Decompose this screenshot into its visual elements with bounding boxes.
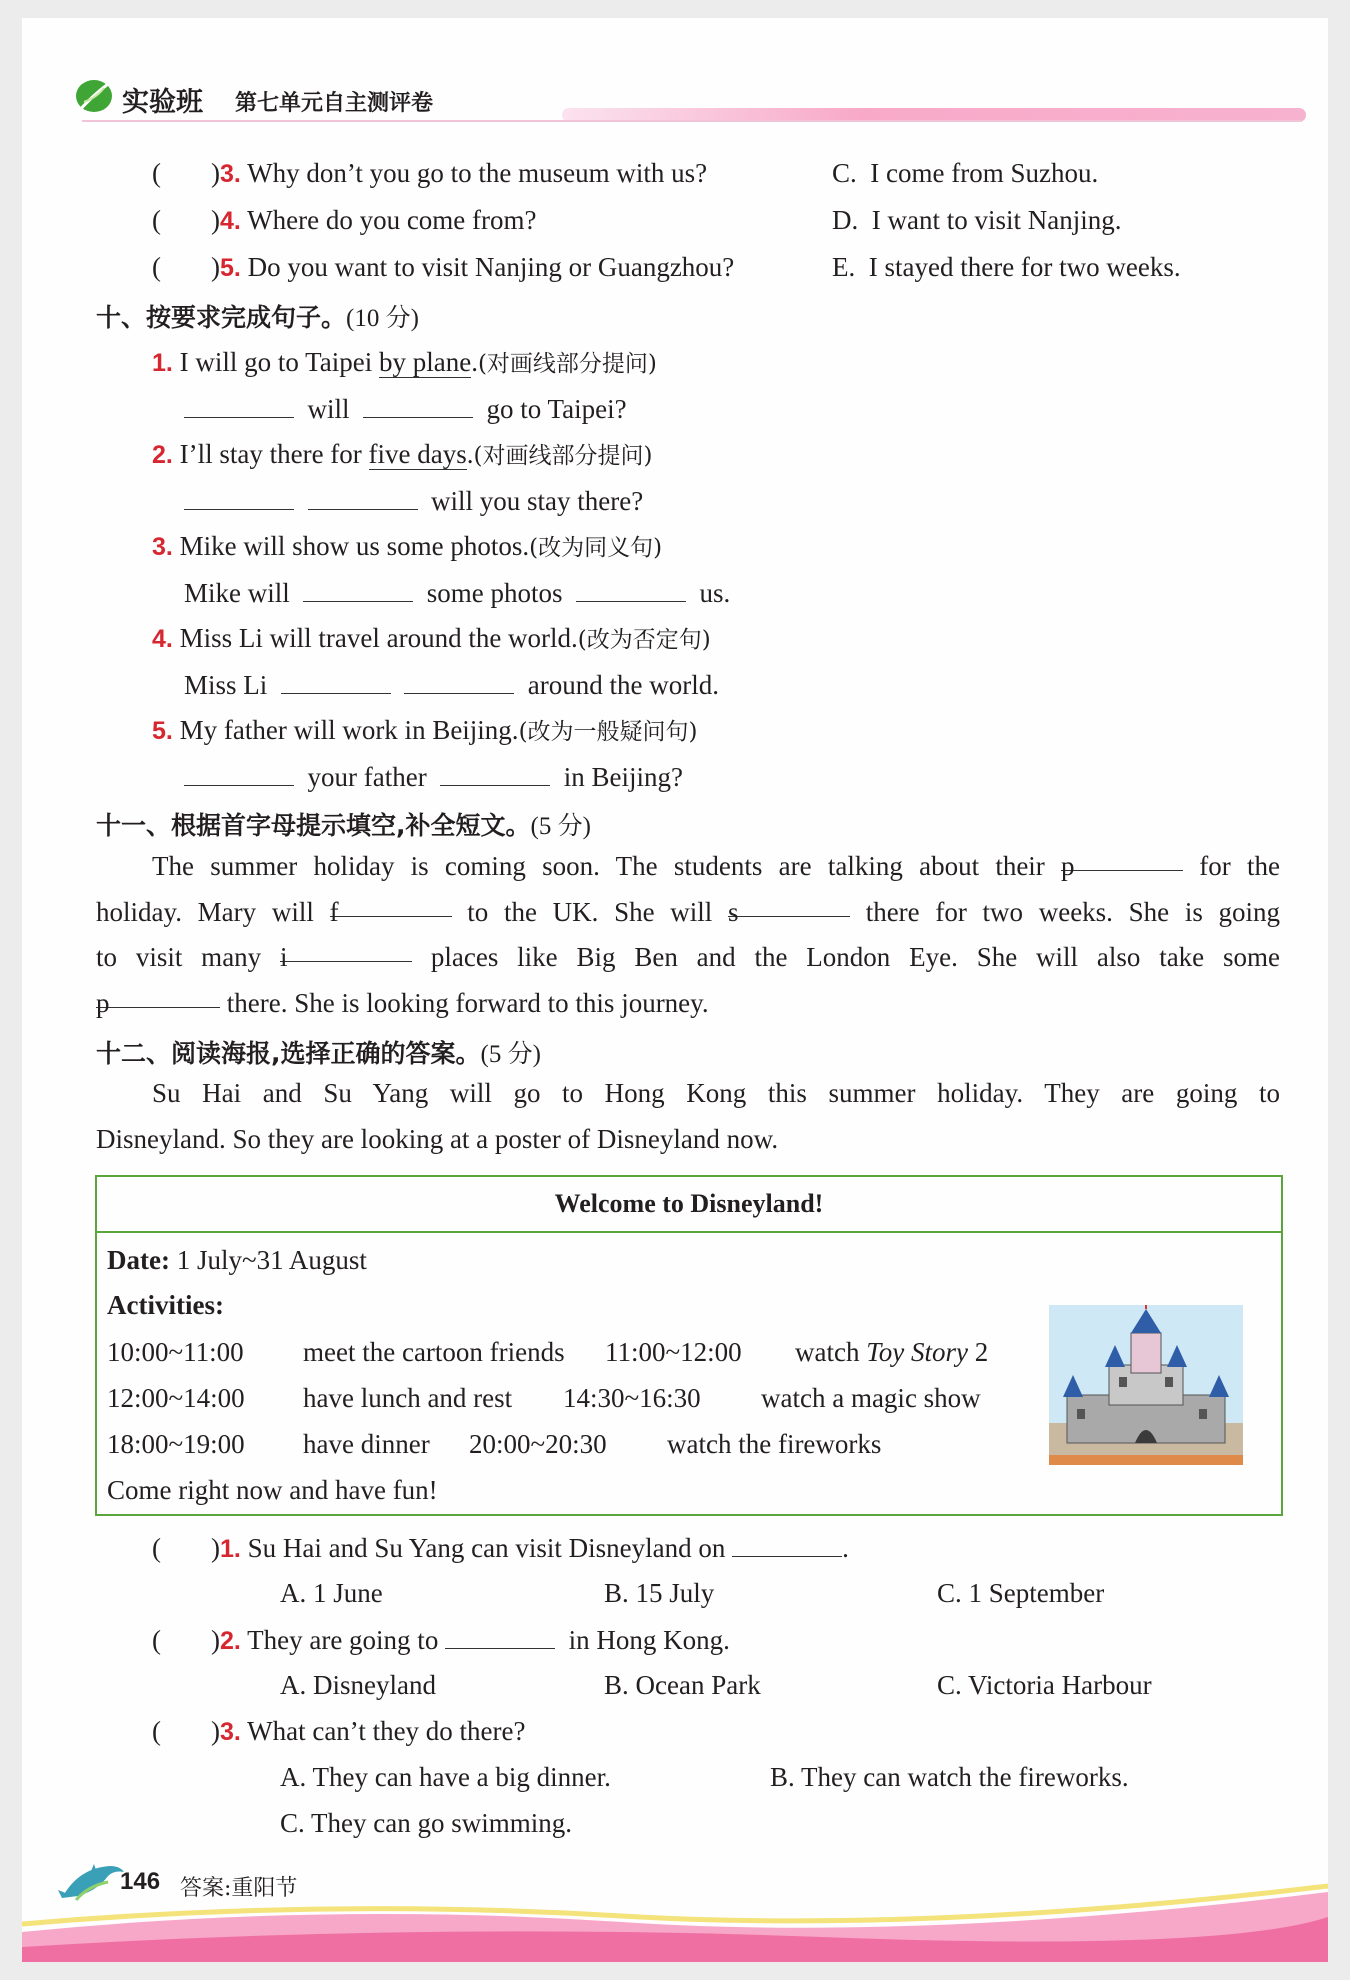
option-b[interactable]: B. 15 July — [604, 1578, 715, 1608]
answer-key: 答案:重阳节 — [180, 1876, 298, 1901]
cloze-blank[interactable]: f — [330, 890, 452, 917]
cloze-blank[interactable]: p — [96, 981, 220, 1008]
answer-blank[interactable] — [184, 391, 294, 418]
reading-question-3: ( )3. What can’t they do there? — [152, 1716, 526, 1746]
option-a[interactable]: A. 1 June — [280, 1578, 383, 1608]
poster-date: Date: 1 July~31 August — [107, 1245, 367, 1275]
matching-item: ( )4. Where do you come from? — [152, 205, 537, 235]
section-10-title: 十、按要求完成句子。(10 分) — [96, 303, 419, 332]
schedule-row: 18:00~19:00 have dinner 20:00~20:30 watch the fireworks — [107, 1429, 882, 1459]
option-c[interactable]: C. Victoria Harbour — [937, 1670, 1152, 1700]
question-10-5: 5. My father will work in Beijing.(改为一般疑问句) — [152, 715, 698, 745]
answer-blank[interactable] — [576, 575, 686, 602]
disneyland-poster — [95, 1175, 1283, 1516]
question-10-2: 2. I’ll stay there for five days.(对画线部分提问) — [152, 439, 653, 469]
reading-question-2: ( )2. They are going to in Hong Kong. — [152, 1622, 730, 1658]
matching-item: ( )3. Why don’t you go to the museum with us? — [152, 158, 708, 188]
header-divider — [82, 120, 1302, 122]
question-10-1: 1. I will go to Taipei by plane.(对画线部分提问) — [152, 347, 657, 377]
reading-intro: Su Hai and Su Yang will go to Hong Kong this summer holiday. They are going to Disneyland. So they are looking at a poster of Disneyland now. — [96, 1078, 1280, 1154]
answer-blank[interactable] — [308, 483, 418, 510]
castle-illustration — [1049, 1305, 1243, 1465]
page-number: 146 — [120, 1868, 161, 1895]
poster-footer: Come right now and have fun! — [107, 1475, 438, 1505]
section-12-title: 十二、阅读海报,选择正确的答案。(5 分) — [96, 1039, 541, 1068]
question-10-4: 4. Miss Li will travel around the world.(改为否定句) — [152, 623, 711, 653]
answer-line-10-1: will go to Taipei? — [184, 391, 627, 426]
answer-blank[interactable] — [184, 483, 294, 510]
cloze-blank[interactable]: i — [280, 935, 412, 962]
poster-title: Welcome to Disneyland! — [97, 1177, 1281, 1233]
answer-blank[interactable] — [363, 391, 473, 418]
option-b[interactable]: B. Ocean Park — [604, 1670, 761, 1700]
answer-line-10-5: your father in Beijing? — [184, 759, 683, 794]
answer-line-10-3: Mike will some photos us. — [184, 575, 730, 610]
cloze-blank[interactable]: p — [1061, 844, 1183, 871]
schedule-row: 10:00~11:00 meet the cartoon friends 11:00~12:00 watch Toy Story 2 — [107, 1337, 989, 1367]
answer-option: E. I stayed there for two weeks. — [832, 252, 1181, 282]
bottom-decor-wave — [22, 1872, 1328, 1962]
answer-blank[interactable] — [404, 667, 514, 694]
brand-label: 实验班 — [122, 87, 203, 118]
answer-option: D. I want to visit Nanjing. — [832, 205, 1122, 235]
section-11-title: 十一、根据首字母提示填空,补全短文。(5 分) — [96, 811, 591, 840]
option-a[interactable]: A. They can have a big dinner. — [280, 1762, 611, 1792]
option-b[interactable]: B. They can watch the fireworks. — [770, 1762, 1129, 1792]
poster-activities-label: Activities: — [107, 1290, 224, 1320]
option-a[interactable]: A. Disneyland — [280, 1670, 436, 1700]
worksheet-page — [22, 18, 1328, 1962]
leaf-logo-icon — [70, 74, 116, 120]
option-c[interactable]: C. They can go swimming. — [280, 1808, 572, 1838]
question-10-3: 3. Mike will show us some photos.(改为同义句) — [152, 531, 663, 561]
answer-line-10-2: will you stay there? — [184, 483, 643, 518]
matching-item: ( )5. Do you want to visit Nanjing or Guangzhou? — [152, 252, 735, 282]
page-header-title: 第七单元自主测评卷 — [235, 91, 434, 116]
answer-blank[interactable] — [445, 1622, 555, 1649]
answer-blank[interactable] — [303, 575, 413, 602]
answer-blank[interactable] — [732, 1530, 842, 1557]
answer-blank[interactable] — [184, 759, 294, 786]
answer-blank[interactable] — [281, 667, 391, 694]
cloze-blank[interactable]: s — [728, 890, 850, 917]
schedule-row: 12:00~14:00 have lunch and rest 14:30~16:30 watch a magic show — [107, 1383, 981, 1413]
answer-option: C. I come from Suzhou. — [832, 158, 1099, 188]
reading-question-1: ( )1. Su Hai and Su Yang can visit Disneyland on . — [152, 1530, 849, 1566]
answer-blank[interactable] — [440, 759, 550, 786]
option-c[interactable]: C. 1 September — [937, 1578, 1105, 1608]
cloze-paragraph: The summer holiday is coming soon. The students are talking about their p for the holiday. Mary will f to the UK. She will s there for two weeks. She is going to visit many i places like Big Ben and the London Eye. She will also take some p there. She is looking forward to this journey. — [96, 844, 1280, 1026]
answer-line-10-4: Miss Li around the world. — [184, 667, 719, 702]
